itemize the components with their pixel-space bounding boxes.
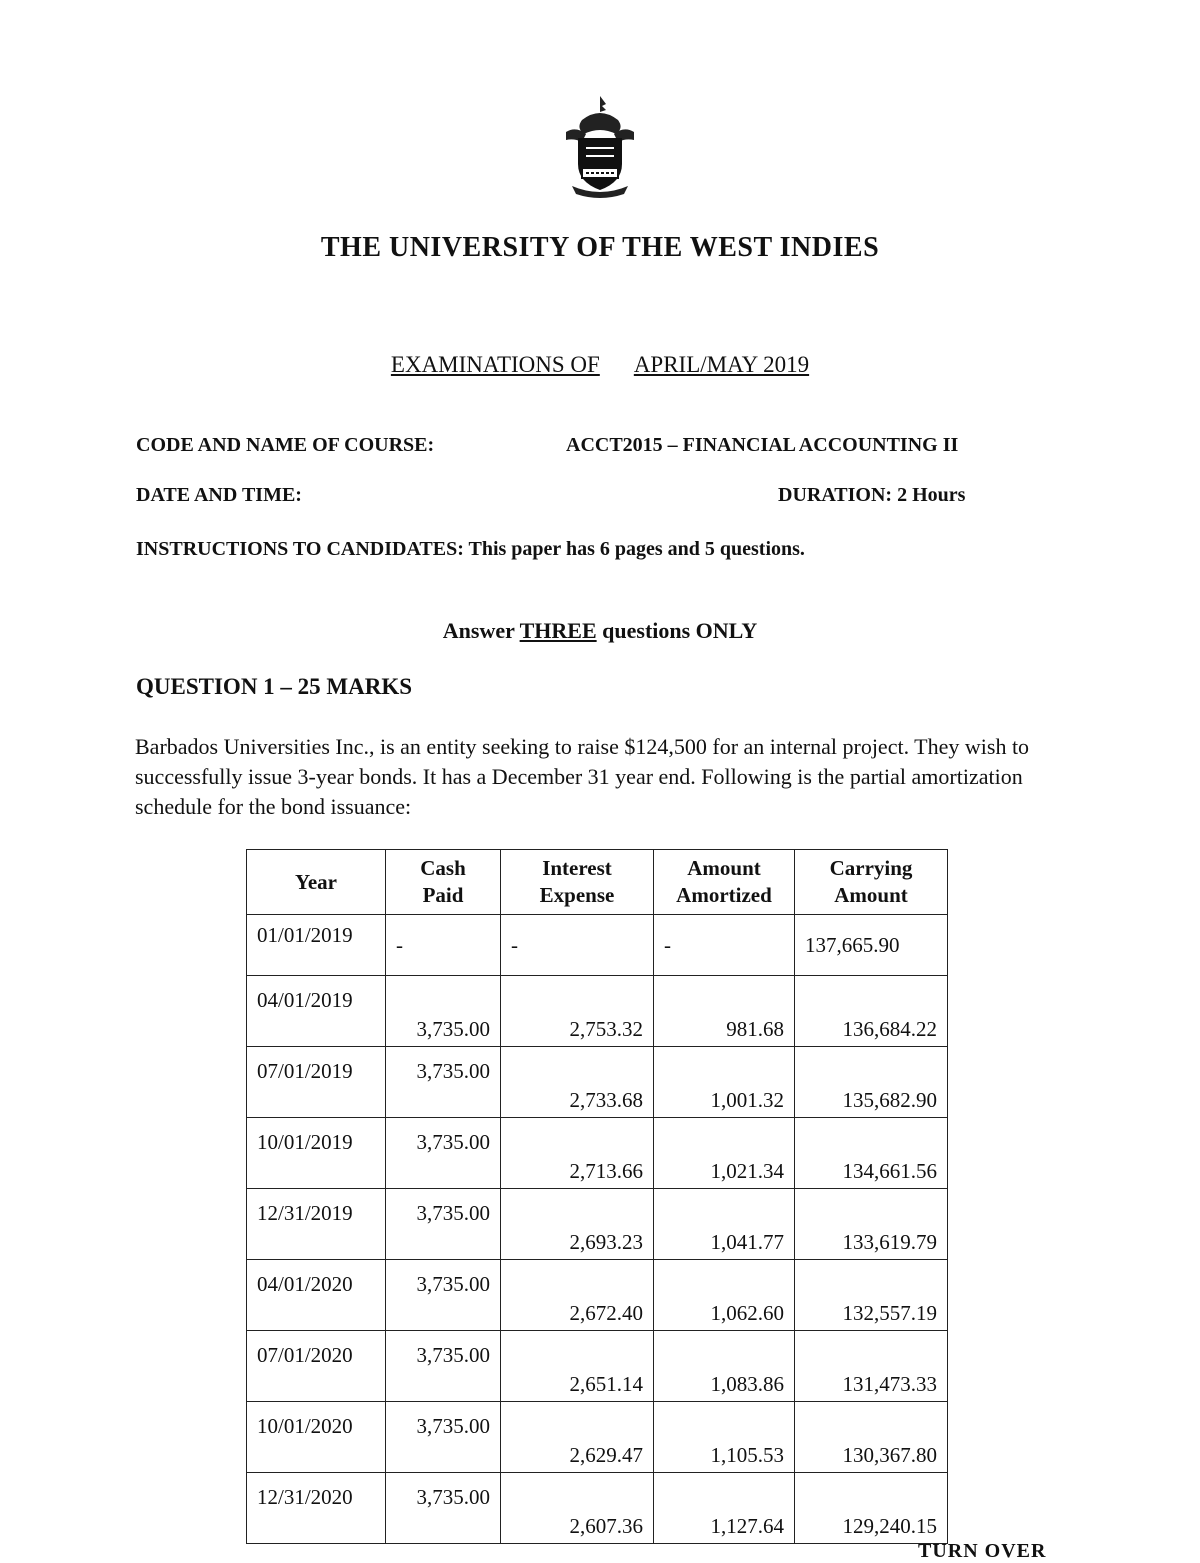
header-amount-amortized [654, 850, 795, 915]
cell-amortized: - [654, 915, 795, 976]
cell-year: 01/01/2019 [247, 915, 386, 976]
cell-cash: 3,735.00 [386, 1331, 501, 1402]
cell-carrying: 132,557.19 [795, 1260, 948, 1331]
cell-cash: 3,735.00 [386, 1473, 501, 1544]
header-amortized-line2: Amortized [676, 883, 772, 907]
cell-amortized: 1,062.60 [654, 1260, 795, 1331]
cell-amortized: 981.68 [654, 976, 795, 1047]
answer-suffix: questions ONLY [602, 618, 758, 643]
cell-interest: 2,693.23 [501, 1189, 654, 1260]
cell-cash: 3,735.00 [386, 1047, 501, 1118]
table-row [247, 1118, 948, 1189]
cell-interest: 2,753.32 [501, 976, 654, 1047]
cell-amortized: 1,041.77 [654, 1189, 795, 1260]
table-row [247, 1331, 948, 1402]
cell-year: 12/31/2020 [247, 1473, 386, 1544]
cell-year: 04/01/2019 [247, 976, 386, 1047]
question-paragraph: Barbados Universities Inc., is an entity seeking to raise $124,500 for an internal project. They wish to successfully issue 3-year bonds. It has a December 31 year end. Following is the partial amortization schedule for the bond issuance: [135, 734, 1030, 819]
cell-interest: 2,733.68 [501, 1047, 654, 1118]
duration-label: DURATION: 2 Hours [778, 484, 966, 506]
cell-amortized: 1,083.86 [654, 1331, 795, 1402]
table-row [247, 1047, 948, 1118]
cell-carrying: 137,665.90 [795, 915, 948, 976]
cell-year: 04/01/2020 [247, 1260, 386, 1331]
university-crest-logo [552, 92, 648, 202]
cell-interest: - [501, 915, 654, 976]
cell-carrying: 130,367.80 [795, 1402, 948, 1473]
table-row [247, 1189, 948, 1260]
header-interest-expense [501, 850, 654, 915]
cell-amortized: 1,001.32 [654, 1047, 795, 1118]
header-amortized-line1: Amount [687, 856, 761, 880]
exam-prefix: EXAMINATIONS OF [390, 352, 600, 377]
header-carrying-line1: Carrying [829, 856, 913, 880]
header-cash-line2: Paid [422, 883, 464, 907]
table-row [247, 1260, 948, 1331]
turn-over-footer: TURN OVER [918, 1540, 1047, 1562]
header-year [247, 850, 386, 915]
cell-interest: 2,607.36 [501, 1473, 654, 1544]
cell-cash: 3,735.00 [386, 1118, 501, 1189]
header-interest-line2: Expense [539, 883, 615, 907]
header-carrying-line2: Amount [834, 883, 908, 907]
cell-amortized: 1,105.53 [654, 1402, 795, 1473]
header-interest-line1: Interest [542, 856, 612, 880]
cell-year: 10/01/2019 [247, 1118, 386, 1189]
header-year-label: Year [295, 869, 337, 894]
question-heading: QUESTION 1 – 25 MARKS [136, 674, 413, 699]
table-row [247, 976, 948, 1047]
cell-cash: 3,735.00 [386, 976, 501, 1047]
cell-carrying: 131,473.33 [795, 1331, 948, 1402]
instructions: INSTRUCTIONS TO CANDIDATES: This paper has 6 pages and 5 questions. [136, 538, 805, 560]
cell-interest: 2,651.14 [501, 1331, 654, 1402]
header-cash-line1: Cash [420, 856, 466, 880]
table-header-row [247, 850, 948, 915]
cell-year: 12/31/2019 [247, 1189, 386, 1260]
cell-interest: 2,672.40 [501, 1260, 654, 1331]
course-value: ACCT2015 – FINANCIAL ACCOUNTING II [566, 434, 959, 456]
cell-amortized: 1,021.34 [654, 1118, 795, 1189]
answer-prefix: Answer [442, 618, 515, 643]
cell-year: 07/01/2020 [247, 1331, 386, 1402]
course-label: CODE AND NAME OF COURSE: [136, 434, 435, 456]
cell-interest: 2,713.66 [501, 1118, 654, 1189]
date-time-label: DATE AND TIME: [136, 484, 302, 506]
cell-amortized: 1,127.64 [654, 1473, 795, 1544]
exam-session: APRIL/MAY 2019 [633, 352, 810, 377]
cell-cash: 3,735.00 [386, 1402, 501, 1473]
header-carrying-amount [795, 850, 948, 915]
university-title: THE UNIVERSITY OF THE WEST INDIES [320, 232, 880, 263]
cell-carrying: 129,240.15 [795, 1473, 948, 1544]
cell-carrying: 135,682.90 [795, 1047, 948, 1118]
cell-cash: - [386, 915, 501, 976]
cell-carrying: 136,684.22 [795, 976, 948, 1047]
cell-carrying: 133,619.79 [795, 1189, 948, 1260]
answer-emphasis: THREE [519, 618, 597, 643]
cell-cash: 3,735.00 [386, 1189, 501, 1260]
cell-year: 07/01/2019 [247, 1047, 386, 1118]
answer-instruction [0, 618, 1200, 644]
amortization-table [246, 849, 948, 1544]
cell-cash: 3,735.00 [386, 1260, 501, 1331]
table-row [247, 1473, 948, 1544]
cell-interest: 2,629.47 [501, 1402, 654, 1473]
exam-title [0, 352, 1200, 378]
header-cash-paid [386, 850, 501, 915]
table-row [247, 915, 948, 976]
cell-year: 10/01/2020 [247, 1402, 386, 1473]
table-row [247, 1402, 948, 1473]
cell-carrying: 134,661.56 [795, 1118, 948, 1189]
